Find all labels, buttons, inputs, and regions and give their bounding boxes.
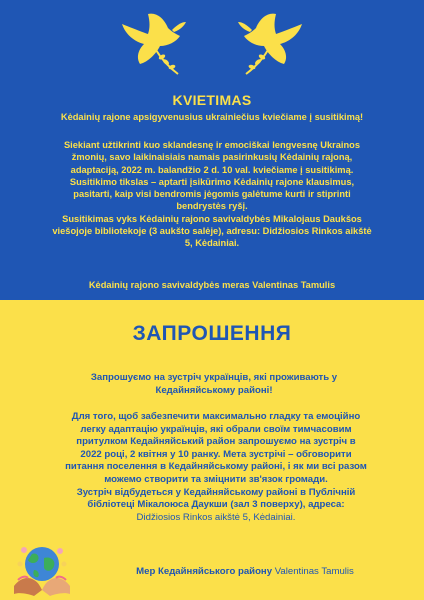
ukrainian-title: ЗАПРОШЕННЯ <box>132 322 292 345</box>
body-line: pasitarti, kaip visi bendromis jėgomis galėtume kurti ir stiprinti <box>73 189 351 200</box>
body-line: Siekiant užtikrinti kuo sklandesnę ir emociškai lengvesnę Ukrainos <box>63 140 361 150</box>
signature-title: Мер Кедайняйського району <box>136 566 273 577</box>
lithuanian-body <box>28 139 396 250</box>
body-line: Зустріч відбудеться у Кедайняйському районі в Публічній <box>76 486 356 498</box>
dove-olive-branch-icon <box>228 6 308 86</box>
lithuanian-invite: Kėdainių rajone apsigyvenusius ukrainiečius kviečiame į susitikimą! <box>60 112 364 122</box>
signature-name: Valentinas Tamulis <box>274 566 354 577</box>
globe-hands-icon <box>12 542 72 598</box>
body-line: adaptaciją, 2022 m. balandžio 2 d. 10 val. kviečiame į susitikimą. <box>70 164 354 175</box>
body-line: žmonių, savo laikinaisiais namais pasirinkusių Kėdainių rajoną, <box>71 152 353 163</box>
ukrainian-signature <box>110 566 380 579</box>
lithuanian-title: KVIETIMAS <box>172 92 252 108</box>
body-line: viešojoje bibliotekoje (3 aukšto salėje), adresu: Didžiosios Rinkos aikštė <box>52 226 372 237</box>
ukrainian-invite <box>64 372 364 397</box>
body-line: легку адаптацію українців, які обрали своїм тимчасовим <box>80 423 352 435</box>
body-line: питання поселення в Кедайняйському районі, і як ми всі разом <box>65 461 367 473</box>
body-line: притулком Кедайняйський район запрошуємо на зустріч в <box>76 436 356 448</box>
ukrainian-body <box>34 411 398 524</box>
body-line: 2022 році, 2 квітня у 10 ранку. Мета зустрічі – обговорити <box>80 448 352 460</box>
body-line: Susitikimo tikslas – aptarti įsikūrimo Kėdainių rajone klausimus, <box>69 176 355 187</box>
dove-olive-branch-icon <box>116 6 196 86</box>
body-line: Didžiosios Rinkos aikštė 5, Kėdainiai. <box>136 511 296 523</box>
body-line: бібліотеці Мікалоюса Даукши (зал 3 поверху), адреса: <box>87 499 345 511</box>
lithuanian-signature: Kėdainių rajono savivaldybės meras Valentinas Tamulis <box>88 280 336 290</box>
body-line: 5, Kėdainiai. <box>184 238 240 249</box>
body-line: bendrystės ryšį. <box>176 201 248 212</box>
invite-line: Запрошуємо на зустріч українців, які проживають у <box>90 372 338 383</box>
body-line: можемо створити та зміцнити зв'язок громади. <box>104 473 328 485</box>
body-line: Для того, щоб забезпечити максимально гладку та емоційно <box>71 411 361 422</box>
invite-line: Кедайняйському районі! <box>155 384 273 396</box>
body-line: Susitikimas vyks Kėdainių rajono savivaldybės Mikalojaus Daukšos <box>62 213 362 224</box>
